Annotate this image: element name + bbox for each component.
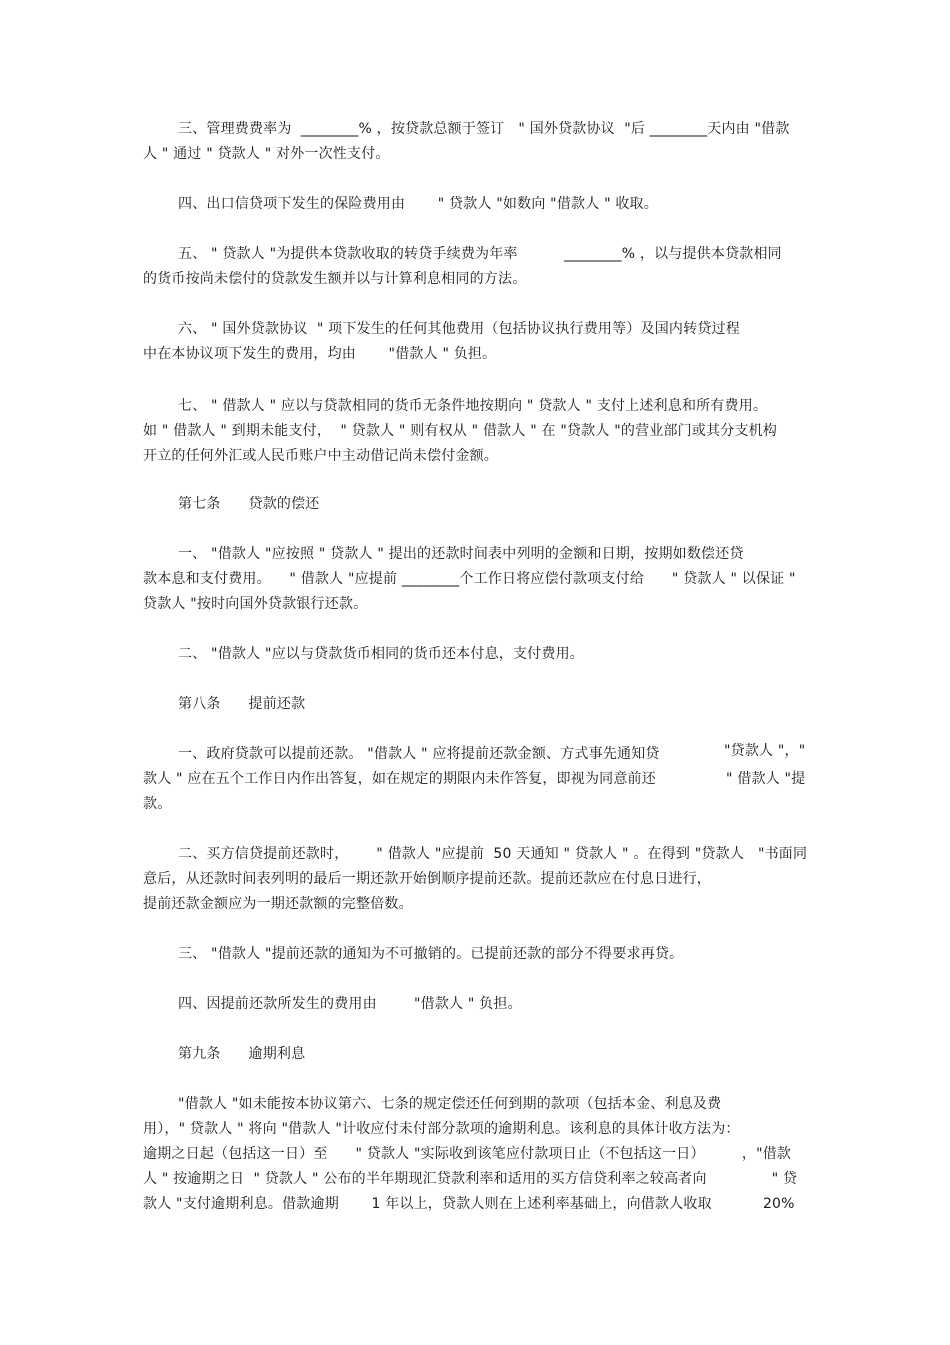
paragraph-line: 人 " 按逾期之日 " 贷款人 " 公布的半年期现汇贷款利率和适用的买方信贷利率之较高者向 " 贷 (143, 1171, 798, 1187)
paragraph-line: 二、 "借款人 "应以与贷款货币相同的货币还本付息，支付费用。 (178, 646, 584, 662)
paragraph-line: 款人 "支付逾期利息。借款逾期 1 年以上，贷款人则在上述利率基础上，向借款人收取 20% (143, 1196, 795, 1212)
paragraph-line: 的货币按尚未偿付的贷款发生额并以与计算利息相同的方法。 (143, 271, 527, 287)
paragraph-line: 中在本协议项下发生的费用，均由 "借款人 " 负担。 (143, 346, 497, 362)
paragraph-line: 如 " 借款人 " 到期未能支付， " 贷款人 " 则有权从 " 借款人 " 在 "贷款人 "的营业部门或其分支机构 (143, 423, 778, 439)
paragraph-line: 三、管理费费率为 ________% ，按贷款总额于签订 " 国外贷款协议 "后 ________天内由 "借款 (178, 121, 790, 137)
paragraph-line: 意后，从还款时间表列明的最后一期还款开始倒顺序提前还款。提前还款应在付息日进行， (143, 871, 711, 887)
section-heading: 第九条 逾期利息 (178, 1046, 306, 1062)
paragraph-line: "借款人 "如未能按本协议第六、七条的规定偿还任何到期的款项（包括本金、利息及费 (178, 1096, 722, 1112)
paragraph-line: 人 " 通过 " 贷款人 " 对外一次性支付。 (143, 146, 390, 162)
paragraph-line: 二、买方信贷提前还款时， " 借款人 "应提前 50 天通知 " 贷款人 " 。在得到 "贷款人 "书面同 (178, 846, 808, 862)
section-heading: 第七条 贷款的偿还 (178, 496, 320, 512)
section-heading: 第八条 提前还款 (178, 696, 306, 712)
paragraph-line: 三、 "借款人 "提前还款的通知为不可撤销的。已提前还款的部分不得要求再贷。 (178, 946, 684, 962)
paragraph-line: 六、 " 国外贷款协议 " 项下发生的任何其他费用（包括协议执行费用等）及国内转贷过程 (178, 321, 740, 337)
paragraph-line: 五、 " 贷款人 "为提供本贷款收取的转贷手续费为年率 ________% ，以与提供本贷款相同 (178, 246, 782, 262)
paragraph-line-fragment: "贷款人 "，" (724, 743, 806, 759)
paragraph-line: 逾期之日起（包括这一日）至 " 贷款人 "实际收到该笔应付款项日止（不包括这一日） ，"借款 (143, 1146, 792, 1162)
paragraph-line: 款本息和支付费用。 " 借款人 "应提前 ________个工作日将应偿付款项支付给 " 贷款人 " 以保证 " (143, 571, 796, 587)
paragraph-line: 一、政府贷款可以提前还款。 "借款人 " 应将提前还款金额、方式事先通知贷 (178, 746, 660, 762)
paragraph-line: 款人 " 应在五个工作日内作出答复，如在规定的期限内未作答复，即视为同意前还 (143, 771, 656, 787)
paragraph-line: 提前还款金额应为一期还款额的完整倍数。 (143, 896, 413, 912)
paragraph-line: 四、因提前还款所发生的费用由 "借款人 " 负担。 (178, 996, 522, 1012)
paragraph-line: 用），" 贷款人 " 将向 "借款人 "计收应付未付部分款项的逾期利息。该利息的具体计收方法为： (143, 1121, 740, 1137)
paragraph-line: 四、出口信贷项下发生的保险费用由 " 贷款人 "如数向 "借款人 " 收取。 (178, 196, 658, 212)
paragraph-line: 七、 " 借款人 " 应以与贷款相同的货币无条件地按期向 " 贷款人 " 支付上述利息和所有费用。 (178, 398, 768, 414)
paragraph-line: 开立的任何外汇或人民币账户中主动借记尚未偿付金额。 (143, 448, 498, 464)
paragraph-line: 贷款人 "按时向国外贷款银行还款。 (143, 596, 368, 612)
paragraph-line: 一、 "借款人 "应按照 " 贷款人 " 提出的还款时间表中列明的金额和日期，按期如数偿还贷 (178, 546, 744, 562)
paragraph-line-fragment: " 借款人 "提 (726, 771, 806, 787)
paragraph-line: 款。 (143, 796, 172, 812)
